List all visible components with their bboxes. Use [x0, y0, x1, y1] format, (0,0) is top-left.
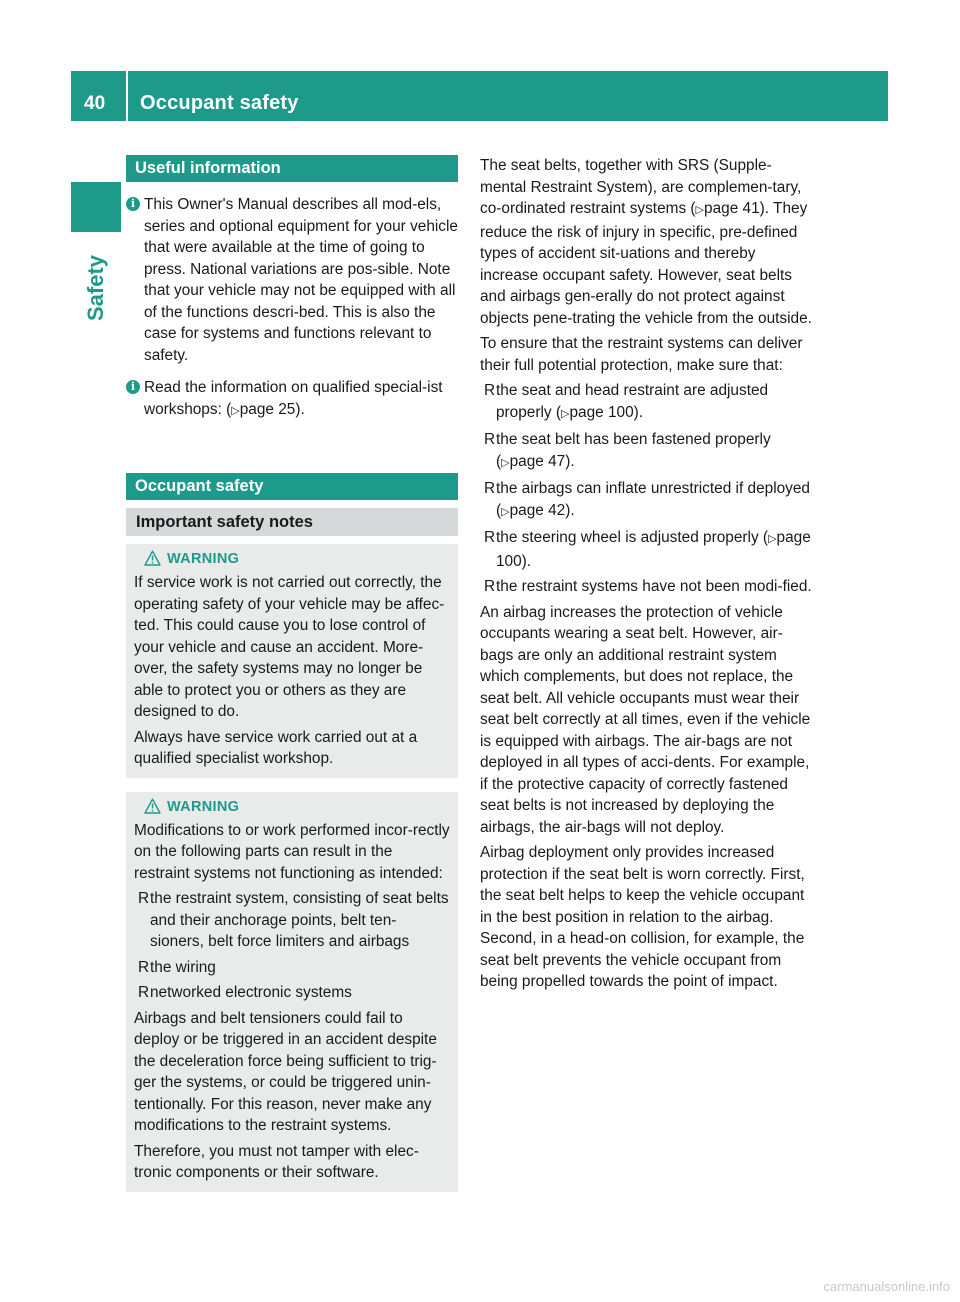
body-paragraph: The seat belts, together with SRS (Supple-mental Restraint System), are complemen-tary, co-ordinated restraint systems (▷page 41). They reduce the risk of injury in specific, pre-defined types of accident sit-uations and thereby increase occupant safety. However, seat belts and airbags gen-erally do not protect against objects pene-trating the vehicle from the outside.: [480, 157, 812, 327]
occupant-safety-heading: Occupant safety: [126, 473, 458, 500]
warning-box: [126, 792, 458, 1192]
page-ref-link[interactable]: page 100).: [496, 529, 811, 570]
warning-text: If service work is not carried out correctly, the operating safety of your vehicle may be affec-ted. This could cause you to lose control of your vehicle and cause an accident. More-over, the safety systems may no longer be able to protect you or others as they are designed to do.: [134, 574, 445, 720]
bullet-icon: R: [484, 431, 496, 448]
list-item: R the restraint systems have not been modi-fied.: [480, 576, 814, 598]
list-item: R the seat and head restraint are adjusted properly (▷page 100).: [484, 382, 769, 421]
bullet-icon: R: [484, 480, 496, 497]
warning-text: Modifications to or work performed incor-rectly on the following parts can result in the restraint systems not functioning as intended:: [134, 821, 450, 882]
useful-info-heading: Useful information: [126, 155, 458, 182]
info-icon: i: [126, 380, 140, 394]
warning-text: Therefore, you must not tamper with elec-tronic components or their software.: [134, 1142, 419, 1181]
body-paragraph: Airbag deployment only provides increased protection if the seat belt is worn correctly. First, the seat belt helps to keep the vehicle occupant in the best position in relation to the airbag. Second, in a head-on collision, for example, the seat belt prevents the vehicle occupant from being propelled towards the point of impact.: [480, 844, 805, 990]
page-number: 40: [84, 93, 106, 114]
body-paragraph: To ensure that the restraint systems can deliver their full potential protection, make sure that:: [480, 335, 803, 374]
warning-triangle-icon: [144, 798, 161, 814]
side-tab-marker: [71, 182, 121, 232]
warning-label: WARNING: [167, 551, 240, 567]
warning-label: WARNING: [167, 798, 240, 815]
info-note-text: Read the information on qualified special-ist workshops: (: [144, 379, 443, 418]
list-item: R the steering wheel is adjusted properly (▷page 100).: [484, 529, 811, 570]
page-ref-link[interactable]: page 42).: [509, 501, 575, 519]
bullet-icon: R: [484, 529, 496, 546]
watermark: carmanualsonline.info: [823, 1279, 950, 1294]
list-item: R the seat belt has been fastened properly (▷page 47).: [484, 431, 771, 470]
page-ref-link[interactable]: page 47).: [509, 452, 575, 470]
info-note: [126, 194, 458, 366]
bullet-icon: R: [138, 958, 150, 976]
right-column: [480, 155, 814, 993]
side-tab: [80, 240, 112, 335]
arrow-ref-icon: ▷: [695, 204, 705, 216]
info-note: [126, 377, 458, 422]
page-ref-link[interactable]: page 100).: [569, 403, 644, 421]
warning-text: Always have service work carried out at a qualified specialist workshop.: [134, 728, 418, 767]
info-note-text: This Owner's Manual describes all mod-els, series and optional equipment for your vehicle that were available at the time of going to press. National variations are pos-sible. Note that your vehicle may not be equipped with all of the functions descri-bed. This is also the case for systems and functions relevant to safety.: [144, 196, 458, 364]
left-column: [126, 155, 458, 1192]
arrow-ref-icon: ▷: [501, 456, 510, 469]
bullet-icon: R: [138, 984, 150, 1001]
warning-text: Airbags and belt tensioners could fail to deploy or be triggered in an accident despite the deceleration force being sufficient to trig-ger the systems, or could be triggered unin-tentionally. For this reason, never make any modifications to the restraint systems.: [134, 1009, 437, 1134]
bullet-icon: R: [138, 890, 150, 907]
list-item: R the restraint system, consisting of seat belts and their anchorage points, belt ten-sioners, belt force limiters and airbags: [138, 890, 449, 950]
page-ref-link: page 41). They reduce the risk of injury in specific, pre-defined types of accident sit-uations and thereby increase occupant safety. However, seat belts and airbags gen-erally do not protect against objects pene-trating the vehicle from the outside.: [480, 200, 812, 327]
list-item: R the airbags can inflate unrestricted if deployed (▷page 42).: [484, 480, 810, 519]
list-item: R networked electronic systems: [134, 982, 450, 1004]
page-ref-link[interactable]: page 25).: [239, 400, 305, 418]
side-tab-label: Safety: [83, 254, 108, 321]
arrow-ref-icon: ▷: [501, 505, 510, 518]
header-divider: [126, 71, 128, 121]
safety-notes-heading: Important safety notes: [126, 508, 458, 536]
warning-triangle-icon: [144, 550, 161, 566]
warning-header: [134, 549, 450, 569]
arrow-ref-icon: ▷: [231, 404, 240, 417]
body-paragraph: An airbag increases the protection of vehicle occupants wearing a seat belt. However, air-bags are only an additional restraint system which complements, but does not replace, the seat belt. All vehicle occupants must wear their seat belt correctly at all times, even if the vehicle is equipped with airbags. The air-bags are not deployed in all types of acci-dents. For example, if the protective capacity of correctly fastened seat belts is not increased by deploying the airbags, the air-bags will not deploy.: [480, 603, 811, 836]
arrow-ref-icon: ▷: [768, 533, 777, 545]
bullet-icon: R: [484, 382, 496, 399]
warning-box: [126, 544, 458, 778]
page-title: Occupant safety: [140, 92, 299, 114]
warning-header: [134, 797, 450, 817]
info-icon: i: [126, 197, 140, 211]
list-item: R the wiring: [134, 957, 450, 979]
arrow-ref-icon: ▷: [561, 407, 570, 420]
bullet-icon: R: [484, 578, 496, 595]
